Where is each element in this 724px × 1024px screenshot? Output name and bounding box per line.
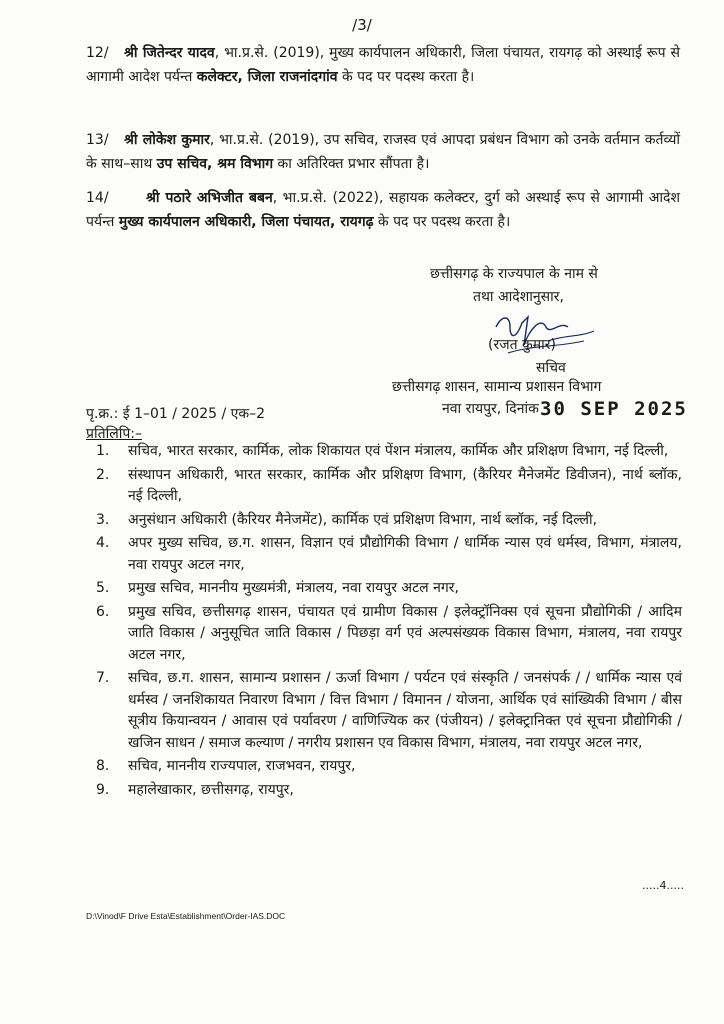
paragraph-number: 13/ <box>86 132 109 148</box>
paragraph-text: , भा.प्र.से. (2019), मुख्य कार्यपालन अधिकारी, जिला पंचायत, रायगढ़ को अस्थाई रूप से आगामी आदेश पर्यन्त <box>86 45 680 85</box>
order-paragraph-12 <box>86 42 680 89</box>
list-text: अनुसंधान अधिकारी (कैरियर मैनेजमेंट), कार्मिक एवं प्रशिक्षण विभाग, नार्थ ब्लॉक, नई दिल्ली, <box>128 511 598 528</box>
paragraph-text: , भा.प्र.से. (2019), उप सचिव, राजस्व एवं आपदा प्रबंधन विभाग को उनके वर्तमान कर्तव्यों के साथ–साथ <box>86 132 680 172</box>
list-number: 1. <box>96 443 110 459</box>
posting-bold: उप सचिव, श्रम विभाग <box>156 155 274 172</box>
paragraph-text-end: के पद पर पदस्थ करता है। <box>337 68 475 85</box>
list-text: सचिव, भारत सरकार, कार्मिक, लोक शिकायत एवं पेंशन मंत्रालय, कार्मिक और प्रशिक्षण विभाग, नई दिल्ली, <box>128 443 669 459</box>
copy-list <box>86 441 682 803</box>
signer-name: (रजत कुमार) <box>488 337 556 353</box>
file-path: D:\Vinod\F Drive Esta\Establishment\Order-IAS.DOC <box>86 911 286 921</box>
place-date-label: नवा रायपुर, दिनांक <box>442 401 539 417</box>
list-item <box>86 510 682 532</box>
list-number: 4. <box>96 535 110 551</box>
list-item <box>86 668 682 754</box>
list-text: महालेखाकार, छत्तीसगढ़, रायपुर, <box>128 781 294 798</box>
list-item <box>86 756 682 778</box>
issuing-department: छत्तीसगढ़ शासन, सामान्य प्रशासन विभाग <box>392 379 602 395</box>
paragraph-number: 12/ <box>86 45 109 61</box>
list-item <box>86 780 682 802</box>
date-stamp: 30 SEP 2025 <box>540 398 688 420</box>
paragraph-text-end: के पद पर पदस्थ करता है। <box>373 213 511 230</box>
posting-bold: कलेक्टर, जिला राजनांदगांव <box>196 68 338 85</box>
list-item <box>86 533 682 576</box>
page-number: /3/ <box>352 16 372 34</box>
list-number: 3. <box>96 511 110 528</box>
officer-name: श्री पठारे अभिजीत बबन <box>146 190 273 206</box>
list-number: 7. <box>96 670 110 686</box>
list-number: 8. <box>96 758 110 774</box>
authority-line-1: छत्तीसगढ़ के राज्यपाल के नाम से <box>430 266 598 282</box>
list-text: सचिव, माननीय राज्यपाल, राजभवन, रायपुर, <box>128 758 356 774</box>
next-page-marker: .....4..... <box>642 879 684 892</box>
posting-bold: मुख्य कार्यपालन अधिकारी, जिला पंचायत, रायगढ़ <box>118 213 374 230</box>
list-number: 2. <box>96 466 110 483</box>
list-text: प्रमुख सचिव, माननीय मुख्यमंत्री, मंत्रालय, नवा रायपुर अटल नगर, <box>128 580 459 596</box>
copy-to-heading: प्रतिलिपि:– <box>86 426 142 442</box>
officer-name: श्री जितेन्दर यादव <box>124 45 215 61</box>
paragraph-text-end: का अतिरिक्त प्रभार सौंपता है। <box>273 155 430 172</box>
list-text: संस्थापन अधिकारी, भारत सरकार, कार्मिक और प्रशिक्षण विभाग, (कैरियर मैनेजमेंट डिवीजन), नार्थ ब्लॉक, नई दिल्ली, <box>128 466 682 504</box>
paragraph-number: 14/ <box>86 190 109 206</box>
paragraph-text: , भा.प्र.से. (2022), सहायक कलेक्टर, दुर्ग को अस्थाई रूप से आगामी आदेश पर्यन्त <box>86 190 680 230</box>
list-text: प्रमुख सचिव, छत्तीसगढ़ शासन, पंचायत एवं ग्रामीण विकास / इलेक्ट्रॉनिक्स एवं सूचना प्रौद्योगिकी / आदिम जाति विकास / अनुसूचित जाति विकास / पिछड़ा वर्ग एवं अल्पसंख्यक विकास विभाग, मंत्रालय, नवा रायपुर अटल नगर, <box>128 603 682 663</box>
order-paragraph-13 <box>86 129 680 176</box>
list-text: सचिव, छ.ग. शासन, सामान्य प्रशासन / ऊर्जा विभाग / पर्यटन एवं संस्कृति / जनसंपर्क / / धार्मिक न्यास एवं धर्मस्व / जनशिकायत निवारण विभाग / वित्त विभाग / विमानन / योजना, आर्थिक एवं सांख्यिकी विभाग / बीस सूत्रीय कियान्वयन / आवास एवं पर्यावरण / वाणिज्यिक कर (पंजीयन) / इलेक्ट्रानिक्त एवं सूचना प्रौद्योगिकी / खजिन साधन / समाज कल्याण / नगरीय प्रशासन एव विकास विभाग, मंत्रालय, नवा रायपुर अटल नगर, <box>128 670 682 751</box>
list-item <box>86 602 682 667</box>
list-item <box>86 578 682 600</box>
list-number: 5. <box>96 580 110 596</box>
list-item <box>86 465 682 508</box>
signer-designation: सचिव <box>536 360 566 376</box>
authority-line-2: तथा आदेशानुसार, <box>473 289 564 305</box>
order-paragraph-14 <box>86 187 680 234</box>
reference-number: पृ.क्र.: ई 1–01 / 2025 / एक–2 <box>86 406 266 422</box>
list-item <box>86 441 682 463</box>
list-number: 6. <box>96 603 110 620</box>
list-text: अपर मुख्य सचिव, छ.ग. शासन, विज्ञान एवं प्रौद्योगिकी विभाग / धार्मिक न्यास एवं धर्मस्व, विभाग, मंत्रालय, नवा रायपुर अटल नगर, <box>128 535 682 573</box>
list-number: 9. <box>96 781 110 798</box>
officer-name: श्री लोकेश कुमार <box>124 132 210 148</box>
